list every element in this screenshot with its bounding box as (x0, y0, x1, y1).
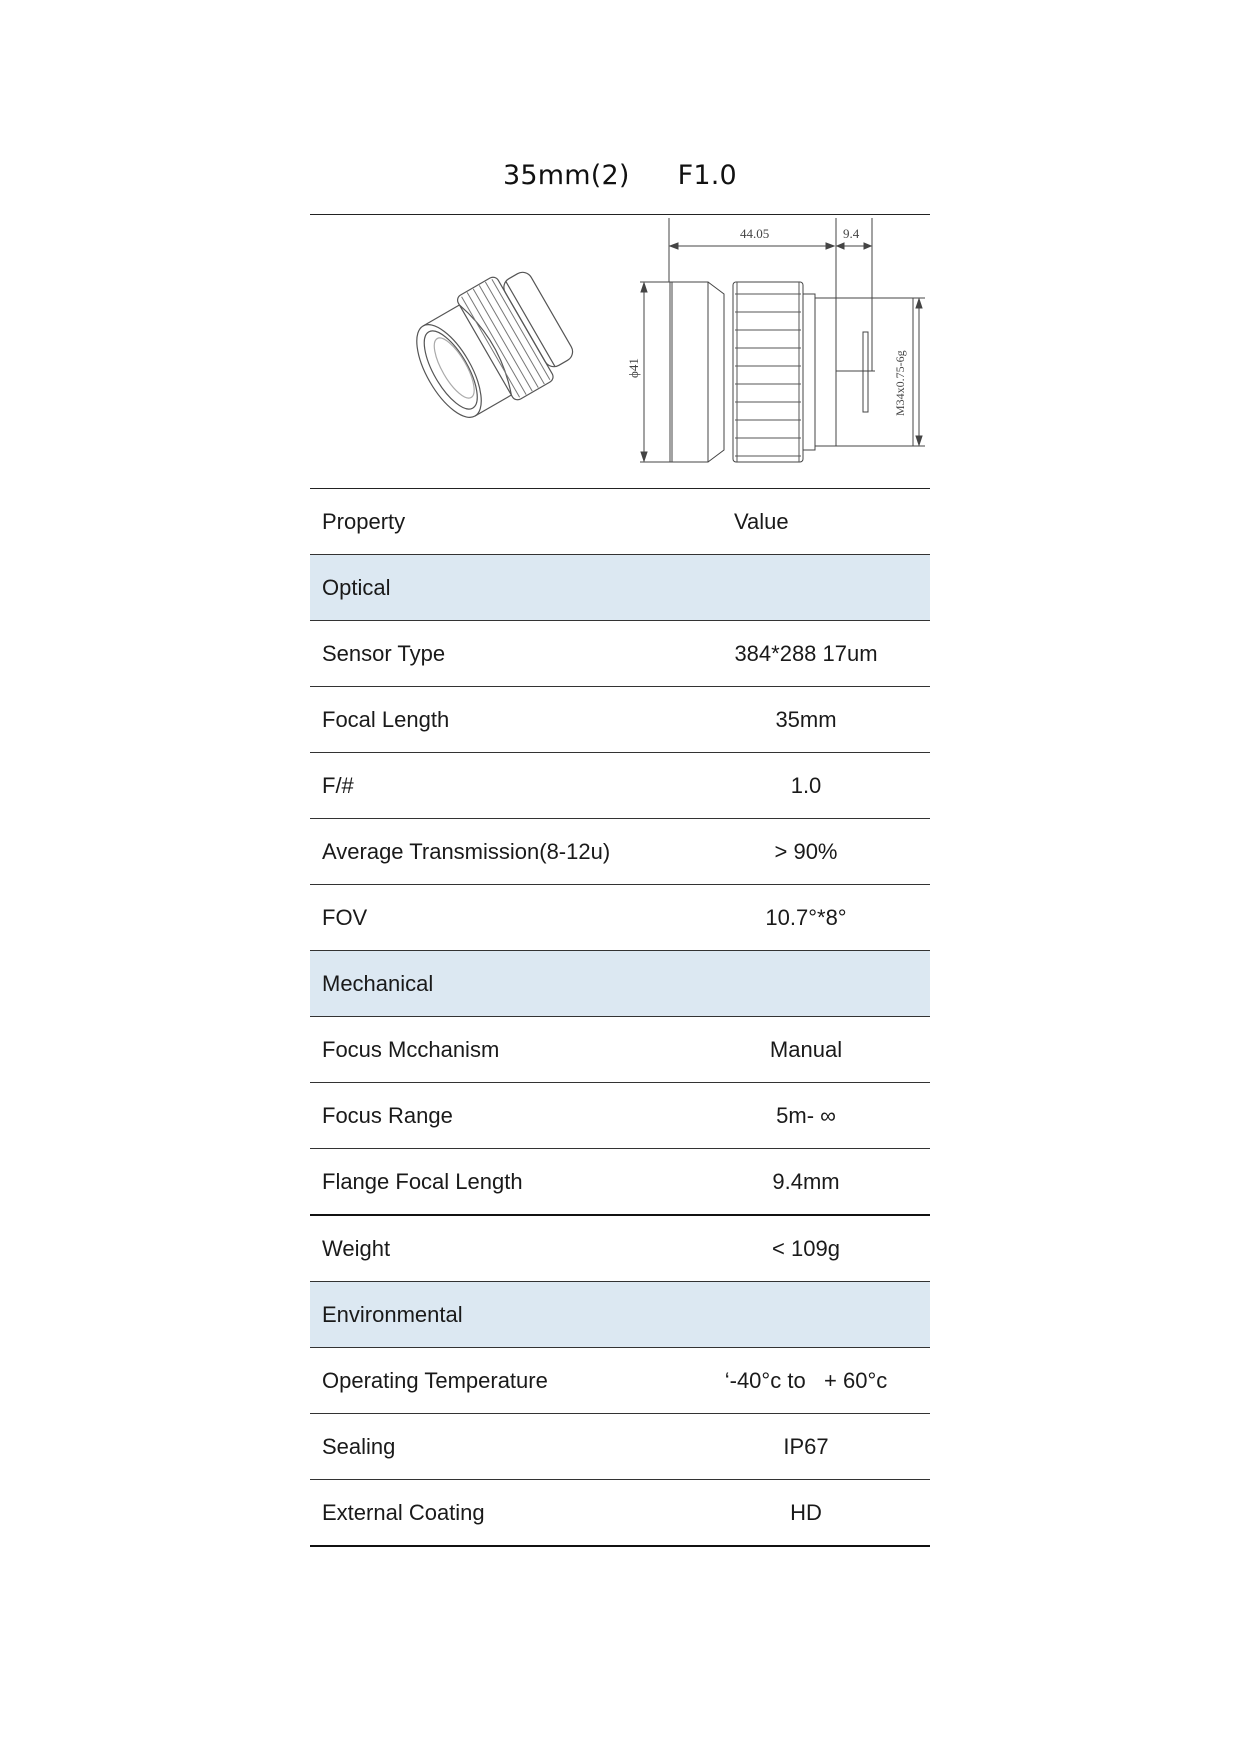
property-cell: Operating Temperature (310, 1348, 682, 1414)
table-row (310, 1083, 930, 1149)
property-cell: Focus Range (310, 1083, 682, 1149)
section-label: Optical (310, 555, 682, 621)
property-cell: Sealing (310, 1414, 682, 1480)
property-cell: F/# (310, 753, 682, 819)
property-cell: External Coating (310, 1480, 682, 1547)
title-model: 35mm(2) (503, 160, 630, 191)
property-cell: Sensor Type (310, 621, 682, 687)
lens-isometric-illustration (375, 256, 575, 456)
value-cell: HD (682, 1480, 930, 1547)
dim-length-label: 44.05 (740, 226, 770, 241)
section-row-environmental (310, 1282, 930, 1348)
table-row (310, 885, 930, 951)
table-row (310, 819, 930, 885)
value-cell: 5m- ∞ (682, 1083, 930, 1149)
value-cell: 384*288 17um (682, 621, 930, 687)
header-value: Value (682, 489, 930, 555)
property-cell: FOV (310, 885, 682, 951)
lens-dimension-drawing (600, 216, 930, 476)
table-row (310, 1348, 930, 1414)
property-cell: Average Transmission(8-12u) (310, 819, 682, 885)
property-cell: Focal Length (310, 687, 682, 753)
dim-flange-label: 9.4 (843, 226, 860, 241)
header-property: Property (310, 489, 682, 555)
value-cell: 35mm (682, 687, 930, 753)
section-row-mechanical (310, 951, 930, 1017)
title-divider (310, 214, 930, 215)
property-cell: Flange Focal Length (310, 1149, 682, 1216)
section-row-optical (310, 555, 930, 621)
value-cell: 9.4mm (682, 1149, 930, 1216)
table-row (310, 1149, 930, 1216)
dim-thread-label: M34x0.75-6g (893, 350, 907, 416)
spec-table (310, 489, 930, 1547)
table-row (310, 621, 930, 687)
section-label: Environmental (310, 1282, 682, 1348)
value-cell: 1.0 (682, 753, 930, 819)
table-header-row (310, 489, 930, 555)
value-cell: < 109g (682, 1215, 930, 1282)
property-cell: Focus Mcchanism (310, 1017, 682, 1083)
value-cell: ‘-40°c to + 60°c (682, 1348, 930, 1414)
lens-figure (310, 216, 930, 488)
value-cell: > 90% (682, 819, 930, 885)
table-row (310, 1215, 930, 1282)
value-cell: IP67 (682, 1414, 930, 1480)
table-row (310, 1480, 930, 1547)
title-aperture: F1.0 (677, 160, 737, 191)
table-row (310, 687, 930, 753)
dim-diameter-label: ϕ41 (626, 358, 641, 378)
table-row (310, 1414, 930, 1480)
value-cell: Manual (682, 1017, 930, 1083)
property-cell: Weight (310, 1215, 682, 1282)
value-cell: 10.7°*8° (682, 885, 930, 951)
table-row (310, 1017, 930, 1083)
page-title (310, 160, 930, 191)
section-label: Mechanical (310, 951, 682, 1017)
table-row (310, 753, 930, 819)
